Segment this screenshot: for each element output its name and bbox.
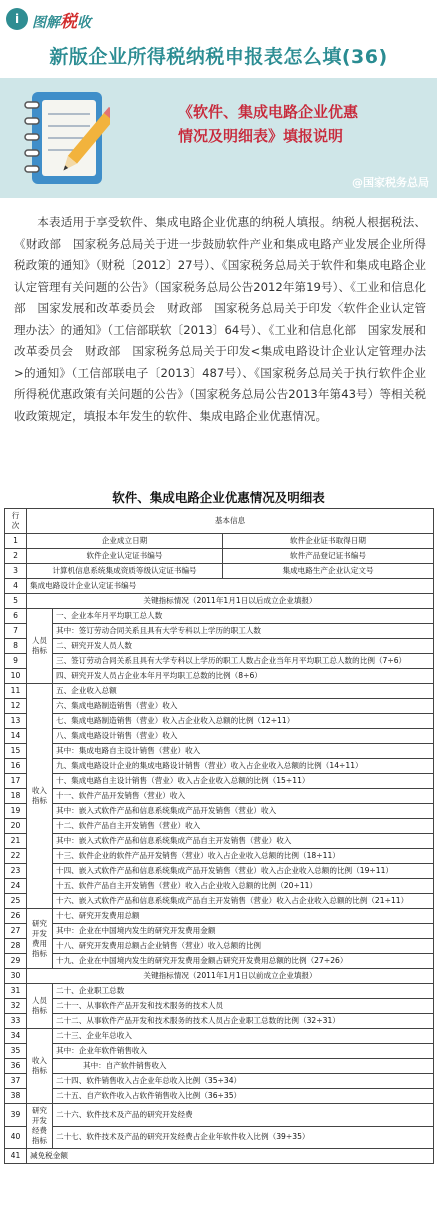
table-row: 33 二十二、从事软件产品开发和技术服务的技术人员占企业职工总数的比例（32÷31） <box>5 1014 434 1029</box>
category-cell: 人员指标 <box>27 609 53 684</box>
header-basic-info: 基本信息 <box>27 509 434 534</box>
detail-table <box>4 508 434 1164</box>
table-row: 26 研究开发费用指标 十七、研究开发费用总额 <box>5 909 434 924</box>
brand-name: 图解税收 <box>32 11 91 32</box>
table-row: 32 二十一、从事软件产品开发和技术服务的技术人员 <box>5 999 434 1014</box>
cell-label: 其中：自产软件销售收入 <box>53 1059 434 1074</box>
table-row: 2 软件企业认定证书编号 软件产品登记证书编号 <box>5 549 434 564</box>
cell-label: 十六、嵌入式软件产品和信息系统集成产品自主开发销售（营业）收入占企业收入总额的比例（21÷11） <box>53 894 434 909</box>
cell-label: 十五、软件产品自主开发销售（营业）收入占企业收入总额的比例（20÷11） <box>53 879 434 894</box>
table-row: 25 十六、嵌入式软件产品和信息系统集成产品自主开发销售（营业）收入占企业收入总额的比例（21÷11） <box>5 894 434 909</box>
table-row: 12 六、集成电路制造销售（营业）收入 <box>5 699 434 714</box>
banner-subtitle-line2: 情况及明细表》填报说明 <box>178 127 344 145</box>
cell-label: 二十五、自产软件收入占软件销售收入比例（36÷35） <box>53 1089 434 1104</box>
cell-label: 十四、嵌入式软件产品和信息系统集成产品开发销售（营业）收入占企业收入总额的比例（19÷11） <box>53 864 434 879</box>
cell-label: 七、集成电路制造销售（营业）收入占企业收入总额的比例（12÷11） <box>53 714 434 729</box>
cell-label: 其中：集成电路自主设计销售（营业）收入 <box>53 744 434 759</box>
table-row: 6 人员指标 一、企业本年月平均职工总人数 <box>5 609 434 624</box>
intro-paragraph: 本表适用于享受软件、集成电路企业优惠的纳税人填报。纳税人根据税法、《财政部 国家税务总局关于进一步鼓励软件产业和集成电路产业发展企业所得税政策的通知》（财税〔2012〕27号）、《国家税务总局关于软件和集成电路企业认定管理有关问题的公告》（国家税务总局公告2012年第19号）、《工业和信息化部 国家发展和改革委员会 财政部 国家税务总局关于印发〈软件企业认定管理办法〉的通知》（工信部联软〔2013〕64号）、《工业和信息化部 国家发展和改革委员会 财政部 国家税务总局关于印发<集成电路设计企业认定管理办法>的通知》（工信部联电子〔2013〕487号）、《国家税务总局关于执行软件企业所得税优惠政策有关问题的公告》（国家税务总局公告2013年第43号）等相关税收政策规定，填报本年发生的软件、集成电路企业优惠情况。 <box>14 215 426 423</box>
cell-label: 十九、企业在中国境内发生的研究开发费用金额占研究开发费用总额的比例（27÷26） <box>53 954 434 969</box>
table-row: 5 关键指标情况（2011年1月1日以后成立企业填报） <box>5 594 434 609</box>
table-row: 35 其中：企业年软件销售收入 <box>5 1044 434 1059</box>
cell-label: 三、签订劳动合同关系且具有大学专科以上学历的职工人数占企业当年月平均职工总人数的比例（7÷6） <box>53 654 434 669</box>
category-cell: 收入指标 <box>27 1029 53 1104</box>
section-header: 关键指标情况（2011年1月1日以前成立企业填报） <box>27 969 434 984</box>
cell-label: 二十七、软件技术及产品的研究开发经费占企业年软件收入比例（39÷35） <box>53 1126 434 1149</box>
cell-label: 软件企业认定证书编号 <box>27 549 223 564</box>
table-row: 7 其中：签订劳动合同关系且具有大学专科以上学历的职工人数 <box>5 624 434 639</box>
banner-source: @国家税务总局 <box>352 176 429 189</box>
table-row: 40 二十七、软件技术及产品的研究开发经费占企业年软件收入比例（39÷35） <box>5 1126 434 1149</box>
table-row: 29 十九、企业在中国境内发生的研究开发费用金额占研究开发费用总额的比例（27÷26） <box>5 954 434 969</box>
table-row: 28 十八、研究开发费用总额占企业销售（营业）收入总额的比例 <box>5 939 434 954</box>
header-row-no: 行次 <box>5 509 27 534</box>
category-cell: 研究开发经费指标 <box>27 1104 53 1149</box>
cell-label: 集成电路生产企业认定文号 <box>223 564 434 579</box>
table-row: 11 收入指标 五、企业收入总额 <box>5 684 434 699</box>
cell-label: 其中：签订劳动合同关系且具有大学专科以上学历的职工人数 <box>53 624 434 639</box>
table-row: 16 九、集成电路设计企业的集成电路设计销售（营业）收入占企业收入总额的比例（14÷11） <box>5 759 434 774</box>
cell-label: 二十一、从事软件产品开发和技术服务的技术人员 <box>53 999 434 1014</box>
table-row: 18 十一、软件产品开发销售（营业）收入 <box>5 789 434 804</box>
cell-label: 其中：企业年软件销售收入 <box>53 1044 434 1059</box>
brand-logo <box>6 8 91 30</box>
table-row: 3 计算机信息系统集成资质等级认定证书编号 集成电路生产企业认定文号 <box>5 564 434 579</box>
cell-label: 集成电路设计企业认定证书编号 <box>27 579 434 594</box>
table-row: 24 十五、软件产品自主开发销售（营业）收入占企业收入总额的比例（20÷11） <box>5 879 434 894</box>
cell-label: 软件产品登记证书编号 <box>223 549 434 564</box>
banner-subtitle <box>178 100 428 148</box>
table-row: 39 研究开发经费指标 二十六、软件技术及产品的研究开发经费 <box>5 1104 434 1127</box>
cell-label: 十一、软件产品开发销售（营业）收入 <box>53 789 434 804</box>
cell-label: 六、集成电路制造销售（营业）收入 <box>53 699 434 714</box>
cell-label: 一、企业本年月平均职工总人数 <box>53 609 434 624</box>
cell-label: 九、集成电路设计企业的集成电路设计销售（营业）收入占企业收入总额的比例（14÷11） <box>53 759 434 774</box>
cell-label: 二十四、软件销售收入占企业年总收入比例（35÷34） <box>53 1074 434 1089</box>
cell-label: 十二、软件产品自主开发销售（营业）收入 <box>53 819 434 834</box>
cell-label: 二十三、企业年总收入 <box>53 1029 434 1044</box>
cell-label: 五、企业收入总额 <box>53 684 434 699</box>
cell-label: 十八、研究开发费用总额占企业销售（营业）收入总额的比例 <box>53 939 434 954</box>
category-cell: 人员指标 <box>27 984 53 1029</box>
cell-label: 十、集成电路自主设计销售（营业）收入占企业收入总额的比例（15÷11） <box>53 774 434 789</box>
table-row: 15 其中：集成电路自主设计销售（营业）收入 <box>5 744 434 759</box>
table-row: 17 十、集成电路自主设计销售（营业）收入占企业收入总额的比例（15÷11） <box>5 774 434 789</box>
section-header: 关键指标情况（2011年1月1日以后成立企业填报） <box>27 594 434 609</box>
cell-label: 其中：嵌入式软件产品和信息系统集成产品自主开发销售（营业）收入 <box>53 834 434 849</box>
table-row: 21 其中：嵌入式软件产品和信息系统集成产品自主开发销售（营业）收入 <box>5 834 434 849</box>
table-row: 10 四、研究开发人员占企业本年月平均职工总数的比例（8÷6） <box>5 669 434 684</box>
table-row: 14 八、集成电路设计销售（营业）收入 <box>5 729 434 744</box>
table-row: 27 其中：企业在中国境内发生的研究开发费用金额 <box>5 924 434 939</box>
cell-label: 二十六、软件技术及产品的研究开发经费 <box>53 1104 434 1127</box>
banner-subtitle-line1: 《软件、集成电路企业优惠 <box>178 103 359 121</box>
cell-label: 其中：企业在中国境内发生的研究开发费用金额 <box>53 924 434 939</box>
table-row: 30 关键指标情况（2011年1月1日以前成立企业填报） <box>5 969 434 984</box>
table-row: 36 其中：自产软件销售收入 <box>5 1059 434 1074</box>
table-row: 4 集成电路设计企业认定证书编号 <box>5 579 434 594</box>
table-row: 13 七、集成电路制造销售（营业）收入占企业收入总额的比例（12÷11） <box>5 714 434 729</box>
cell-label: 十三、软件企业的软件产品开发销售（营业）收入占企业收入总额的比例（18÷11） <box>53 849 434 864</box>
cell-label: 企业成立日期 <box>27 534 223 549</box>
table-row: 8 二、研究开发人员人数 <box>5 639 434 654</box>
table-row <box>5 509 434 534</box>
cell-label: 二十、企业职工总数 <box>53 984 434 999</box>
cell-label: 其中：嵌入式软件产品和信息系统集成产品开发销售（营业）收入 <box>53 804 434 819</box>
cell-label: 八、集成电路设计销售（营业）收入 <box>53 729 434 744</box>
cell-label: 二、研究开发人员人数 <box>53 639 434 654</box>
brand-mark-icon: i <box>6 8 28 30</box>
notebook-pencil-icon <box>14 86 110 190</box>
cell-label: 计算机信息系统集成资质等级认定证书编号 <box>27 564 223 579</box>
category-cell: 收入指标 <box>27 684 53 909</box>
table-row: 41 减免税金额 <box>5 1149 434 1164</box>
table-row: 23 十四、嵌入式软件产品和信息系统集成产品开发销售（营业）收入占企业收入总额的比例（19÷11） <box>5 864 434 879</box>
cell-label: 四、研究开发人员占企业本年月平均职工总数的比例（8÷6） <box>53 669 434 684</box>
banner <box>0 78 437 198</box>
table-row: 34 收入指标 二十三、企业年总收入 <box>5 1029 434 1044</box>
table-row: 22 十三、软件企业的软件产品开发销售（营业）收入占企业收入总额的比例（18÷11） <box>5 849 434 864</box>
table-title: 软件、集成电路企业优惠情况及明细表 <box>112 490 325 505</box>
table-row: 9 三、签订劳动合同关系且具有大学专科以上学历的职工人数占企业当年月平均职工总人数的比例（7÷6） <box>5 654 434 669</box>
cell-label: 减免税金额 <box>27 1149 434 1164</box>
table-row: 31 人员指标 二十、企业职工总数 <box>5 984 434 999</box>
category-cell: 研究开发费用指标 <box>27 909 53 969</box>
cell-label: 十七、研究开发费用总额 <box>53 909 434 924</box>
cell-label: 二十二、从事软件产品开发和技术服务的技术人员占企业职工总数的比例（32÷31） <box>53 1014 434 1029</box>
page-title: 新版企业所得税纳税申报表怎么填(36) <box>49 46 388 68</box>
table-row: 38 二十五、自产软件收入占软件销售收入比例（36÷35） <box>5 1089 434 1104</box>
table-row: 37 二十四、软件销售收入占企业年总收入比例（35÷34） <box>5 1074 434 1089</box>
table-row: 19 其中：嵌入式软件产品和信息系统集成产品开发销售（营业）收入 <box>5 804 434 819</box>
table-row: 1 企业成立日期 软件企业证书取得日期 <box>5 534 434 549</box>
cell-label: 软件企业证书取得日期 <box>223 534 434 549</box>
top-bar <box>0 0 437 40</box>
table-row: 20 十二、软件产品自主开发销售（营业）收入 <box>5 819 434 834</box>
